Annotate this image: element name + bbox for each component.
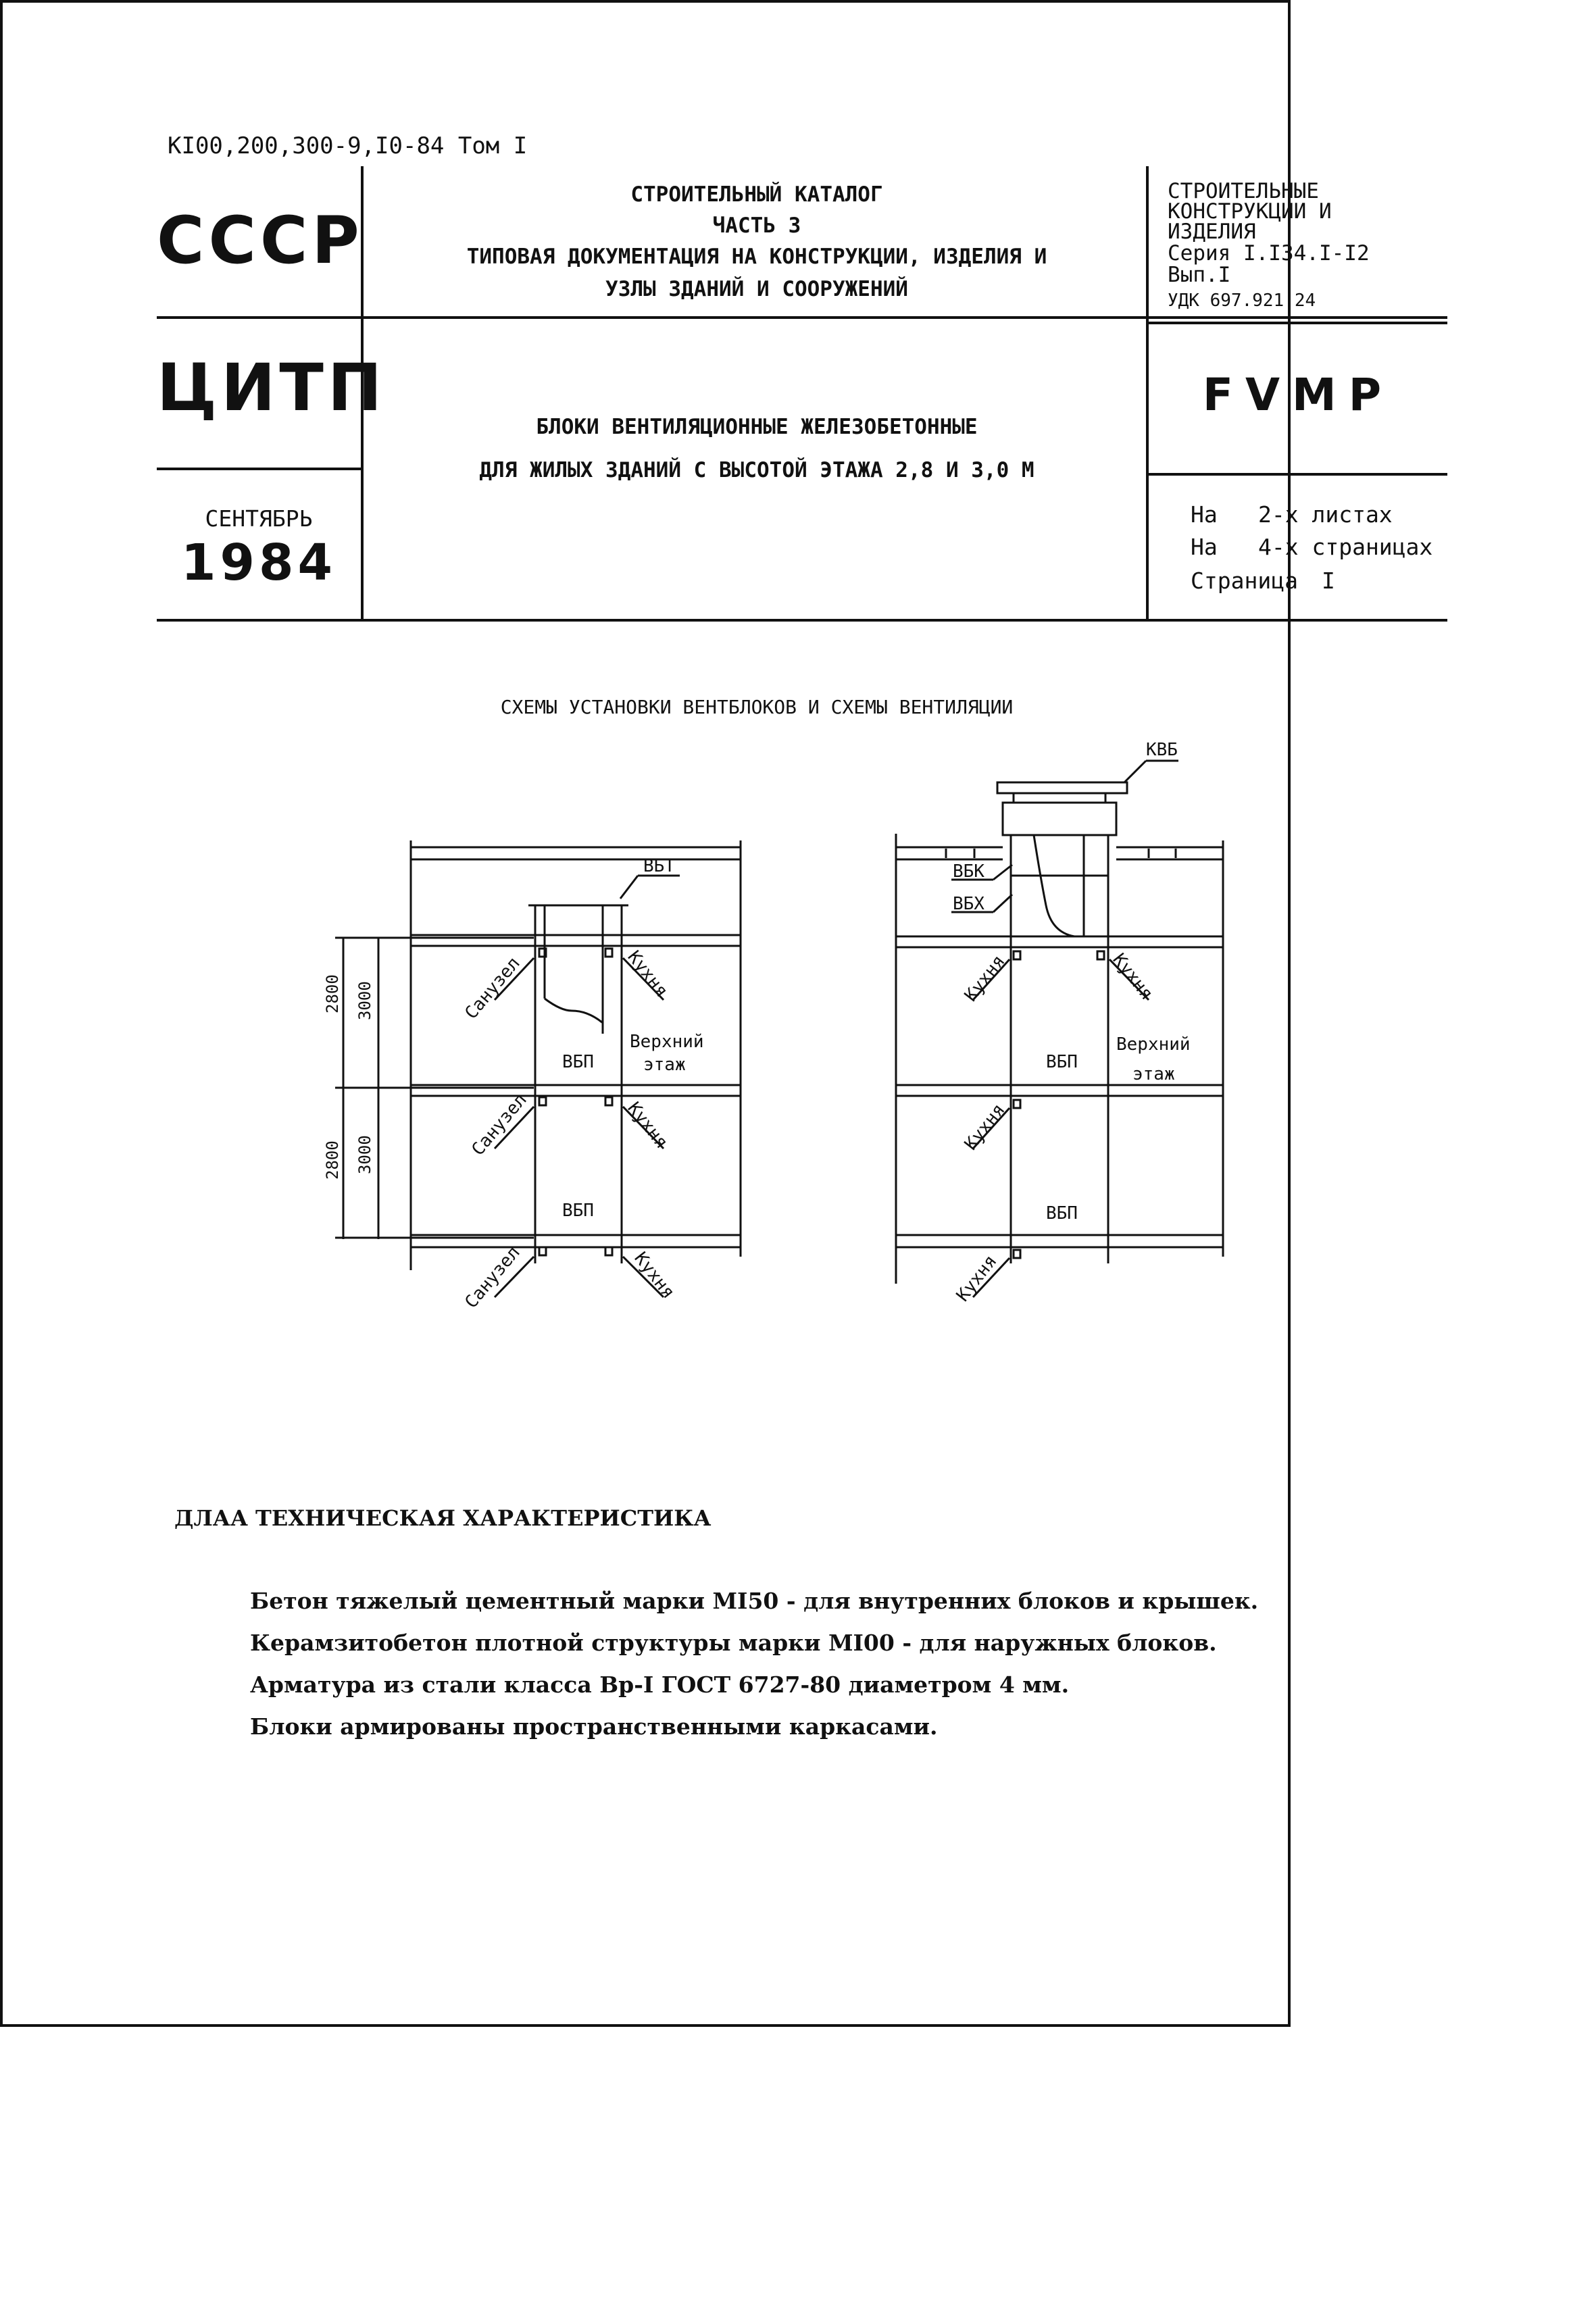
kitchen-label: Кухня: [630, 1248, 679, 1303]
diagram-caption: СХЕМЫ УСТАНОВКИ ВЕНТБЛОКОВ И СХЕМЫ ВЕНТИЛЯЦИИ: [500, 696, 1014, 718]
sanuzel-label: Санузел: [461, 1242, 524, 1313]
sanuzel-label: Санузел: [461, 953, 524, 1024]
characteristics-heading: ДЛАА ТЕХНИЧЕСКАЯ ХАРАКТЕРИСТИКА: [174, 1505, 712, 1531]
kitchen-label: Кухня: [960, 951, 1009, 1006]
vbk-label: ВБК: [953, 861, 984, 882]
product-title: БЛОКИ ВЕНТИЛЯЦИОННЫЕ ЖЕЛЕЗОБЕТОННЫЕ: [536, 415, 978, 439]
vbt-label: ВБТ: [643, 856, 675, 876]
vbp-label: ВБП: [562, 1201, 594, 1221]
document-code-large: FVMP: [1202, 369, 1394, 421]
udk-code: УДК 697.921.24: [1168, 291, 1316, 311]
kvb-label: КВБ: [1146, 740, 1178, 760]
catalog-line: СТРОИТЕЛЬНЫЙ КАТАЛОГ: [630, 182, 883, 207]
kitchen-label: Кухня: [960, 1100, 1009, 1155]
upper-floor-label: этаж: [1132, 1064, 1175, 1084]
characteristic-line: Арматура из стали класса Вр-I ГОСТ 6727-80 диаметром 4 мм.: [250, 1671, 1070, 1698]
kitchen-label: Кухня: [952, 1251, 1001, 1306]
vbp-label: ВБП: [1046, 1203, 1078, 1224]
sheets-label: На: [1191, 501, 1218, 528]
upper-floor-label: этаж: [643, 1055, 686, 1075]
vbp-label: ВБП: [562, 1052, 594, 1072]
characteristic-line: Бетон тяжелый цементный марки МI50 - для внутренних блоков и крышек.: [250, 1588, 1259, 1614]
pages-value: 4-х страницах: [1258, 534, 1433, 560]
characteristic-line: Керамзитобетон плотной структуры марки МI00 - для наружных блоков.: [250, 1630, 1217, 1656]
upper-floor-label: Верхний: [630, 1032, 704, 1052]
series-line: ИЗДЕЛИЯ: [1168, 220, 1256, 244]
sheets-value: 2-х листах: [1258, 501, 1393, 528]
vbh-label: ВБХ: [953, 894, 984, 914]
product-title: ДЛЯ ЖИЛЫХ ЗДАНИЙ С ВЫСОТОЙ ЭТАЖА 2,8 И 3,0 М: [479, 458, 1034, 482]
page-label: Страница: [1191, 568, 1298, 594]
dim-3000: 3000: [355, 981, 374, 1020]
series-line: Серия I.I34.I-I2: [1168, 241, 1370, 266]
issue-month: СЕНТЯБРЬ: [205, 505, 313, 532]
dim-2800: 2800: [323, 974, 342, 1013]
page-value: I: [1322, 568, 1335, 594]
kitchen-label: Кухня: [623, 1098, 672, 1153]
country-label: СССР: [157, 203, 364, 278]
organization-label: ЦИТП: [157, 350, 386, 426]
catalog-line: ТИПОВАЯ ДОКУМЕНТАЦИЯ НА КОНСТРУКЦИИ, ИЗДЕЛИЯ И: [466, 245, 1047, 269]
document-code: КI00,200,300-9,I0-84 Том I: [168, 132, 528, 159]
dim-2800: 2800: [323, 1140, 342, 1180]
series-line: СТРОИТЕЛЬНЫЕ: [1168, 179, 1319, 203]
issue-year: 1984: [181, 534, 336, 592]
pages-label: На: [1191, 534, 1218, 560]
kitchen-label: Кухня: [1108, 949, 1157, 1004]
dim-3000: 3000: [355, 1135, 374, 1174]
series-line: Вып.I: [1168, 263, 1231, 287]
vbp-label: ВБП: [1046, 1052, 1078, 1072]
catalog-line: УЗЛЫ ЗДАНИЙ И СООРУЖЕНИЙ: [605, 277, 908, 301]
kitchen-label: Кухня: [623, 947, 672, 1001]
catalog-line: ЧАСТЬ 3: [712, 213, 801, 238]
sanuzel-label: Санузел: [468, 1090, 531, 1160]
upper-floor-label: Верхний: [1116, 1034, 1191, 1055]
series-line: КОНСТРУКЦИИ И: [1168, 199, 1332, 224]
characteristic-line: Блоки армированы пространственными каркасами.: [250, 1713, 938, 1740]
